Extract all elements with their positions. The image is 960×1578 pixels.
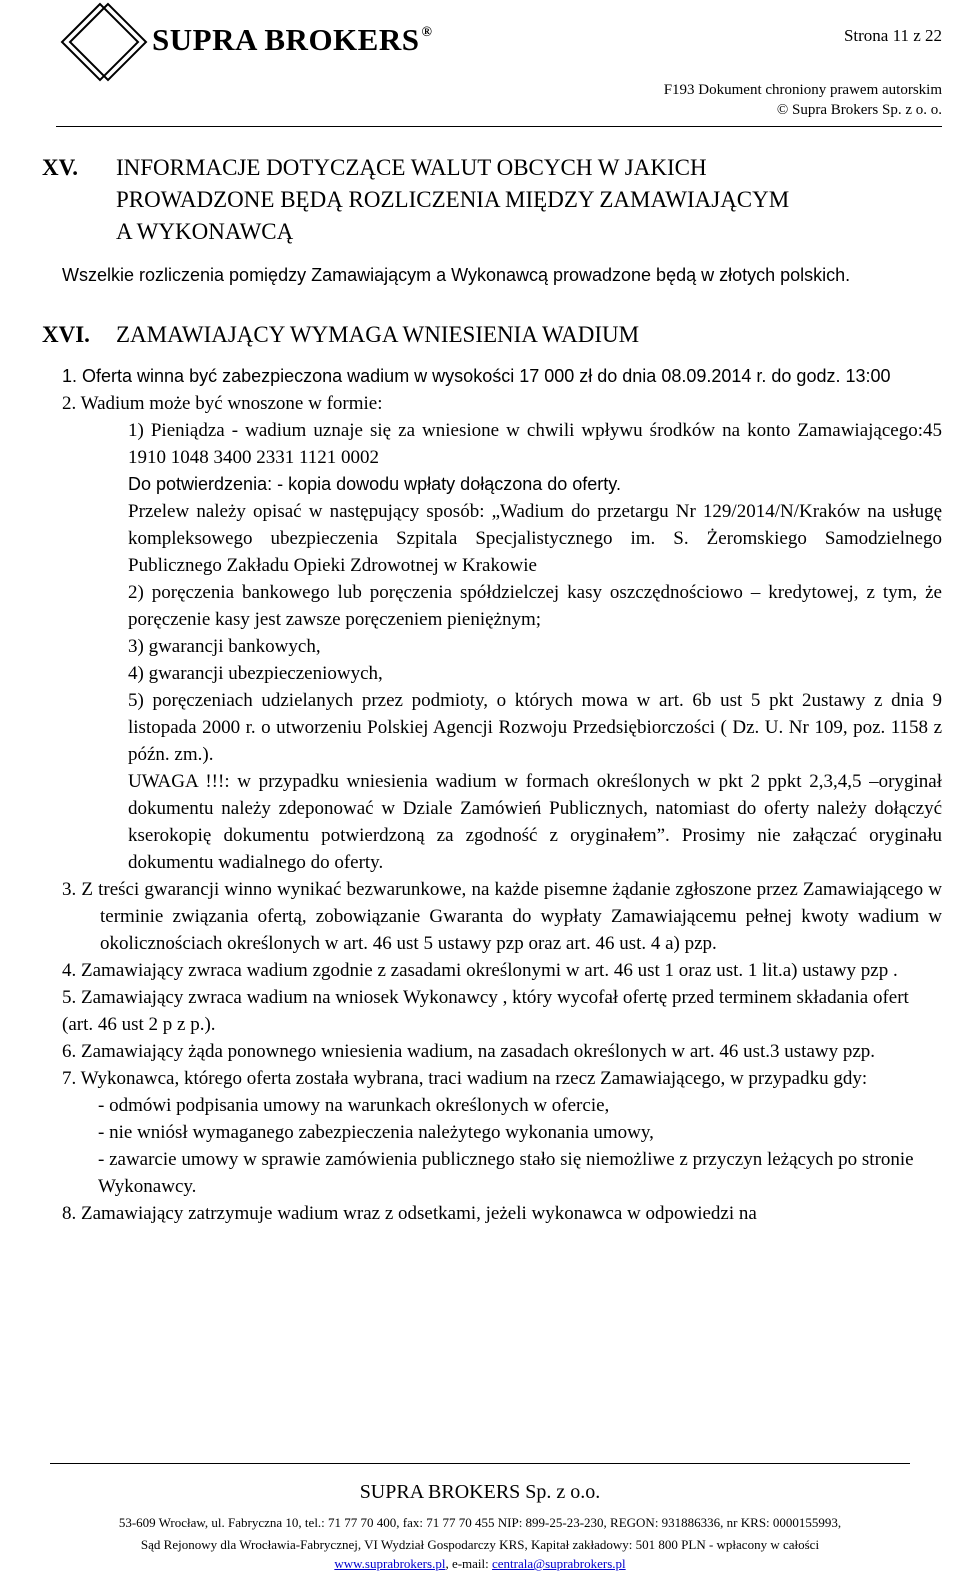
email-label: , e-mail: <box>445 1556 493 1571</box>
form-5-surety: 5) poręczeniach udzielanych przez podmioty, o których mowa w art. 6b ust 5 pkt 2ustawy z dnia 9 listopada 2000 r. o utworzeniu Polskiej Agencji Rozwoju Przedsiębiorczości ( Dz. U. Nr 109, poz. 1158 z późn. zm.). <box>128 690 942 765</box>
brand-name: SUPRA BROKERS ® <box>152 22 433 57</box>
header-divider <box>56 126 942 127</box>
wadium-forms <box>62 417 942 876</box>
section-15-heading <box>42 152 942 248</box>
form-3-bank-guarantee: 3) gwarancji bankowych, <box>128 636 321 657</box>
section-15-title-line-2: PROWADZONE BĘDĄ ROZLICZENIA MIĘDZY ZAMAWIAJĄCYM <box>116 187 790 212</box>
wadium-item-1: 1. Oferta winna być zabezpieczona wadium w wysokości 17 000 zł do dnia 08.09.2014 r. do godz. 13:00 <box>62 366 891 386</box>
copyright-line-2: © Supra Brokers Sp. z o. o. <box>776 102 942 118</box>
footer-contact <box>0 1556 960 1572</box>
wadium-item-7: 7. Wykonawca, którego oferta została wybrana, traci wadium na rzecz Zamawiającego, w przypadku gdy: <box>62 1068 868 1089</box>
copyright-note <box>664 80 942 120</box>
wadium-item-6: 6. Zamawiający żąda ponownego wniesienia wadium, na zasadach określonych w art. 46 ust.3 ustawy pzp. <box>62 1041 876 1062</box>
wadium-item-3: 3. Z treści gwarancji winno wynikać bezwarunkowe, na każde pisemne żądanie zgłoszone przez Zamawiającego w terminie związania ofertą, zobowiązanie Gwaranta do wypłaty Zamawiającemu pełnej kwoty wadium w okolicznościach określonych w art. 46 ust 5 ustawy pzp oraz art. 46 ust. 4 a) pzp. <box>62 879 942 954</box>
uwaga-note: UWAGA !!!: w przypadku wniesienia wadium w formach określonych w pkt 2 ppkt 2,3,4,5 –oryginał dokumentu należy zdeponować w Dziale Zamówień Publicznych, natomiast do oferty należy dołączyć kserokopię dokumentu potwierdzoną za zgodność z oryginałem”. Prosimy nie załączać oryginału dokumentu wadialnego do oferty. <box>128 771 942 873</box>
section-16-number: XVI. <box>42 322 90 347</box>
section-16-heading <box>42 319 942 351</box>
section-15-title-line-1: INFORMACJE DOTYCZĄCE WALUT OBCYCH W JAKICH <box>116 155 707 180</box>
section-15-number: XV. <box>42 155 79 180</box>
section-15-title-line-3: A WYKONAWCĄ <box>116 219 294 244</box>
section-16-title: ZAMAWIAJĄCY WYMAGA WNIESIENIA WADIUM <box>116 322 640 347</box>
wadium-item-5: 5. Zamawiający zwraca wadium na wniosek Wykonawcy , który wycofał ofertę przed terminem składania ofert (art. 46 ust 2 p z p.). <box>62 987 909 1035</box>
condition-c: - zawarcie umowy w sprawie zamówienia publicznego stało się niemożliwe z przyczyn leżących po stronie Wykonawcy. <box>98 1149 914 1197</box>
page-number: Strona 11 z 22 <box>843 26 942 45</box>
email-link[interactable]: centrala@suprabrokers.pl <box>492 1556 626 1571</box>
wadium-item-2: 2. Wadium może być wnoszone w formie: <box>62 393 383 414</box>
footer-divider <box>50 1463 910 1464</box>
form-1-transfer-description: Przelew należy opisać w następujący sposób: „Wadium do przetargu Nr 129/2014/N/Kraków na usługę kompleksowego ubezpieczenia Szpitala Specjalistycznego im. S. Żeromskiego Samodzielnego Publicznego Zakładu Opieki Zdrowotnej w Krakowie <box>128 501 942 576</box>
footer-address: 53-609 Wrocław, ul. Fabryczna 10, tel.: 71 77 70 400, fax: 71 77 70 455 NIP: 899-25-23-230, REGON: 931886336, nr KRS: 0000155993, <box>118 1515 842 1530</box>
condition-b: - nie wniósł wymaganego zabezpieczenia należytego wykonania umowy, <box>98 1122 654 1143</box>
website-link[interactable]: www.suprabrokers.pl <box>334 1556 446 1571</box>
condition-a: - odmówi podpisania umowy na warunkach określonych w ofercie, <box>98 1095 610 1116</box>
wadium-item-8: 8. Zamawiający zatrzymuje wadium wraz z odsetkami, jeżeli wykonawca w odpowiedzi na <box>62 1203 757 1224</box>
footer-company: SUPRA BROKERS Sp. z o.o. <box>359 1481 601 1503</box>
section-15-text: Wszelkie rozliczenia pomiędzy Zamawiającym a Wykonawcą prowadzone będą w złotych polskich. <box>62 265 851 285</box>
form-4-insurance-guarantee: 4) gwarancji ubezpieczeniowych, <box>128 663 383 684</box>
form-1-confirmation: Do potwierdzenia: - kopia dowodu wpłaty dołączona do oferty. <box>128 474 621 494</box>
footer-registry: Sąd Rejonowy dla Wrocławia-Fabrycznej, VI Wydział Gospodarczy KRS, Kapitał zakładowy: 501 800 PLN - wpłacony w całości <box>140 1537 820 1552</box>
copyright-line-1: F193 Dokument chroniony prawem autorskim <box>663 82 942 98</box>
wadium-item-4: 4. Zamawiający zwraca wadium zgodnie z zasadami określonymi w art. 46 ust 1 oraz ust. 1 lit.a) ustawy pzp . <box>62 960 898 981</box>
document-content <box>42 152 942 1227</box>
form-1-cash: 1) Pieniądza - wadium uznaje się za wniesione w chwili wpływu środków na konto Zamawiającego:45 1910 1048 3400 2331 1121 0002 <box>128 420 942 468</box>
form-2-bank-surety: 2) poręczenia bankowego lub poręczenia spółdzielczej kasy oszczędnościowo – kredytowej, z tym, że poręczenie kasy jest zawsze poręczeniem pieniężnym; <box>128 582 942 630</box>
registered-mark: ® <box>421 25 433 40</box>
forfeiture-conditions <box>62 1092 942 1200</box>
